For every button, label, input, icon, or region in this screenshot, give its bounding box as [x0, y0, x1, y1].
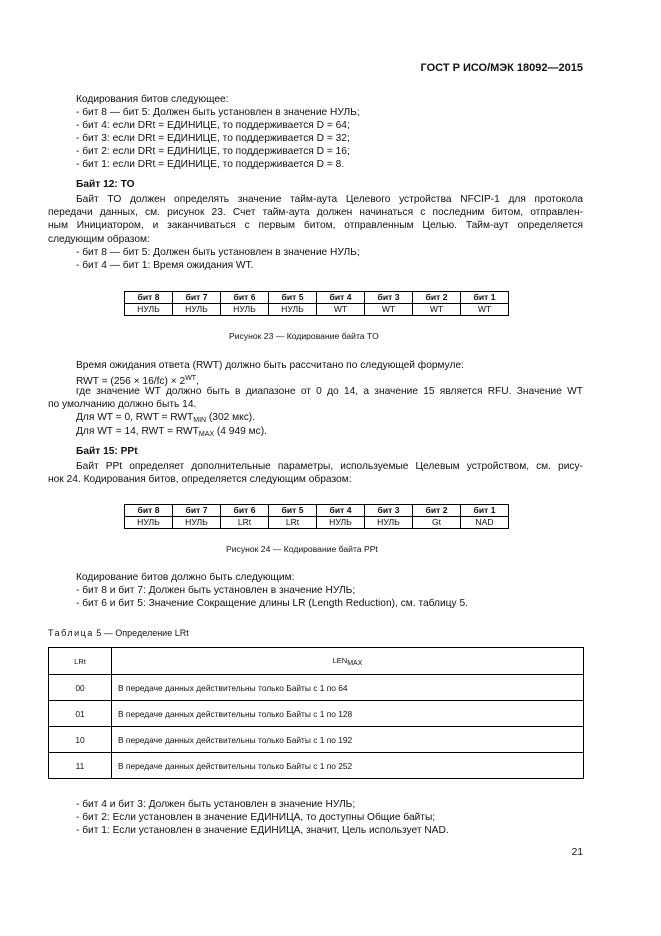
intro-line: - бит 1: если DRt = ЕДИНИЦЕ, то поддерживается D = 8. — [76, 159, 345, 170]
bit-value: НУЛЬ — [269, 304, 317, 316]
final-line: - бит 1: Если установлен в значение ЕДИНИЦА, значит, Цель использует NAD. — [76, 825, 449, 836]
bit-value: Gt — [413, 517, 461, 529]
rwt-max-sub: MAX — [198, 431, 215, 438]
bit-value: WT — [413, 304, 461, 316]
lrt-description: В передаче данных действительны только Байты с 1 по 128 — [112, 701, 584, 727]
intro-line: - бит 3: если DRt = ЕДИНИЦЕ, то поддерживается D = 32; — [76, 133, 350, 144]
rwt-max-value: (4 949 мс). — [214, 426, 267, 437]
figure-23-table — [124, 291, 509, 316]
bit-header: бит 6 — [221, 505, 269, 517]
bit-header: бит 5 — [269, 505, 317, 517]
figure-24-caption: Рисунок 24 — Кодирование байта PPt — [226, 544, 378, 554]
bit-header: бит 8 — [125, 292, 173, 304]
to-paragraph-last: следующим образом: — [48, 234, 150, 245]
to-paragraph-first: Байт TO должен определять значение тайм-аута Целевого устройства NFCIP-1 для протокола — [76, 194, 583, 205]
page-number: 21 — [571, 847, 583, 858]
bit-value: НУЛЬ — [173, 517, 221, 529]
bit-value: НУЛЬ — [317, 517, 365, 529]
rwt-formula-exponent: WT — [185, 375, 197, 382]
to-bullet: - бит 8 — бит 5: Должен быть установлен в значение НУЛЬ; — [76, 247, 360, 258]
figure-23-caption: Рисунок 23 — Кодирование байта TO — [229, 331, 379, 341]
bit-value: WT — [461, 304, 509, 316]
rwt-line: по умолчанию должно быть 14. — [48, 399, 197, 410]
bit-value: НУЛЬ — [221, 304, 269, 316]
bit-value: НУЛЬ — [365, 517, 413, 529]
coding-line: - бит 6 и бит 5: Значение Сокращение длины LR (Length Reduction), см. таблицу 5. — [76, 598, 468, 609]
lrt-description: В передаче данных действительны только Байты с 1 по 252 — [112, 753, 584, 779]
document-header: ГОСТ Р ИСО/МЭК 18092—2015 — [420, 62, 583, 74]
bit-value: НУЛЬ — [125, 517, 173, 529]
rwt-line: где значение WT должно быть в диапазоне от 0 до 14, а значение 15 является RFU. Значение WT — [76, 386, 583, 397]
lenmax-label: LEN — [332, 655, 348, 665]
bit-header: бит 1 — [461, 292, 509, 304]
bit-header: бит 7 — [173, 292, 221, 304]
rwt-min-text: Для WT = 0, RWT = RWT — [76, 412, 194, 423]
bit-value: LRt — [269, 517, 317, 529]
coding-line: - бит 8 и бит 7: Должен быть установлен в значение НУЛЬ; — [76, 585, 356, 596]
intro-line: - бит 4: если DRt = ЕДИНИЦЕ, то поддерживается D = 64; — [76, 120, 350, 131]
bit-value: WT — [365, 304, 413, 316]
table-row — [49, 753, 584, 779]
intro-line: - бит 8 — бит 5: Должен быть установлен в значение НУЛЬ; — [76, 107, 360, 118]
bit-header: бит 4 — [317, 505, 365, 517]
bit-header: бит 5 — [269, 292, 317, 304]
bit-header: бит 3 — [365, 505, 413, 517]
bit-value: НУЛЬ — [173, 304, 221, 316]
bit-value: LRt — [221, 517, 269, 529]
final-line: - бит 4 и бит 3: Должен быть установлен в значение НУЛЬ; — [76, 799, 356, 810]
bit-value: WT — [317, 304, 365, 316]
table-header-lenmax — [112, 648, 584, 675]
bit-header: бит 2 — [413, 292, 461, 304]
bit-header: бит 7 — [173, 505, 221, 517]
bit-value: НУЛЬ — [125, 304, 173, 316]
intro-line: Кодирования битов следующее: — [76, 94, 229, 105]
bit-header: бит 6 — [221, 292, 269, 304]
rwt-min-value: (302 мкс). — [206, 412, 256, 423]
lrt-code: 11 — [49, 753, 112, 779]
table-5 — [48, 647, 584, 779]
lrt-code: 00 — [49, 675, 112, 701]
lrt-code: 01 — [49, 701, 112, 727]
lenmax-sub: MAX — [347, 659, 363, 667]
table-5-caption-title: 5 — Определение LRt — [93, 628, 189, 638]
rwt-max-text: Для WT = 14, RWT = RWT — [76, 426, 199, 437]
rwt-line: Время ожидания ответа (RWT) должно быть рассчитано по следующей формуле: — [76, 360, 464, 371]
table-header-lrt: LRt — [49, 648, 112, 675]
rwt-min-sub: MIN — [193, 417, 207, 424]
bit-header: бит 2 — [413, 505, 461, 517]
rwt-formula-end: , — [196, 376, 199, 387]
lrt-code: 10 — [49, 727, 112, 753]
table-5-caption-word: Таблица — [48, 628, 94, 638]
final-line: - бит 2: Если установлен в значение ЕДИНИЦА, то доступны Общие байты; — [76, 812, 436, 823]
to-bullet: - бит 4 — бит 1: Время ожидания WT. — [76, 260, 254, 271]
ppt-paragraph-last: нок 24. Кодирования битов, определяется следующим образом: — [48, 474, 352, 485]
lrt-description: В передаче данных действительны только Байты с 1 по 192 — [112, 727, 584, 753]
intro-line: - бит 2: если DRt = ЕДИНИЦЕ, то поддерживается D = 16; — [76, 146, 350, 157]
figure-24-table — [124, 504, 509, 529]
bit-header: бит 8 — [125, 505, 173, 517]
bit-header: бит 1 — [461, 505, 509, 517]
ppt-paragraph-first: Байт PPt определяет дополнительные параметры, используемые Целевым устройством, см. рису- — [76, 461, 583, 472]
rwt-formula-base: RWT = (256 × 16/fc) × 2 — [76, 376, 186, 387]
table-row — [49, 675, 584, 701]
to-paragraph-line: ным Инициатором, и заканчиваться с первым битом, отправленным Целью. Тайм-аут определяется — [48, 220, 583, 231]
table-row — [49, 701, 584, 727]
coding-line: Кодирование битов должно быть следующим: — [76, 572, 295, 583]
lrt-description: В передаче данных действительны только Байты с 1 по 64 — [112, 675, 584, 701]
to-paragraph-line: передачи данных, см. рисунок 23. Счет тайм-аута должен начинаться с последним битом, отправлен- — [48, 207, 583, 218]
bit-header: бит 4 — [317, 292, 365, 304]
bit-value: NAD — [461, 517, 509, 529]
section-heading-ppt: Байт 15: PPt — [76, 446, 138, 457]
rwt-max-line — [76, 425, 267, 441]
table-5-caption — [48, 627, 189, 640]
section-heading-to: Байт 12: TO — [76, 179, 135, 190]
bit-header: бит 3 — [365, 292, 413, 304]
table-row — [49, 727, 584, 753]
